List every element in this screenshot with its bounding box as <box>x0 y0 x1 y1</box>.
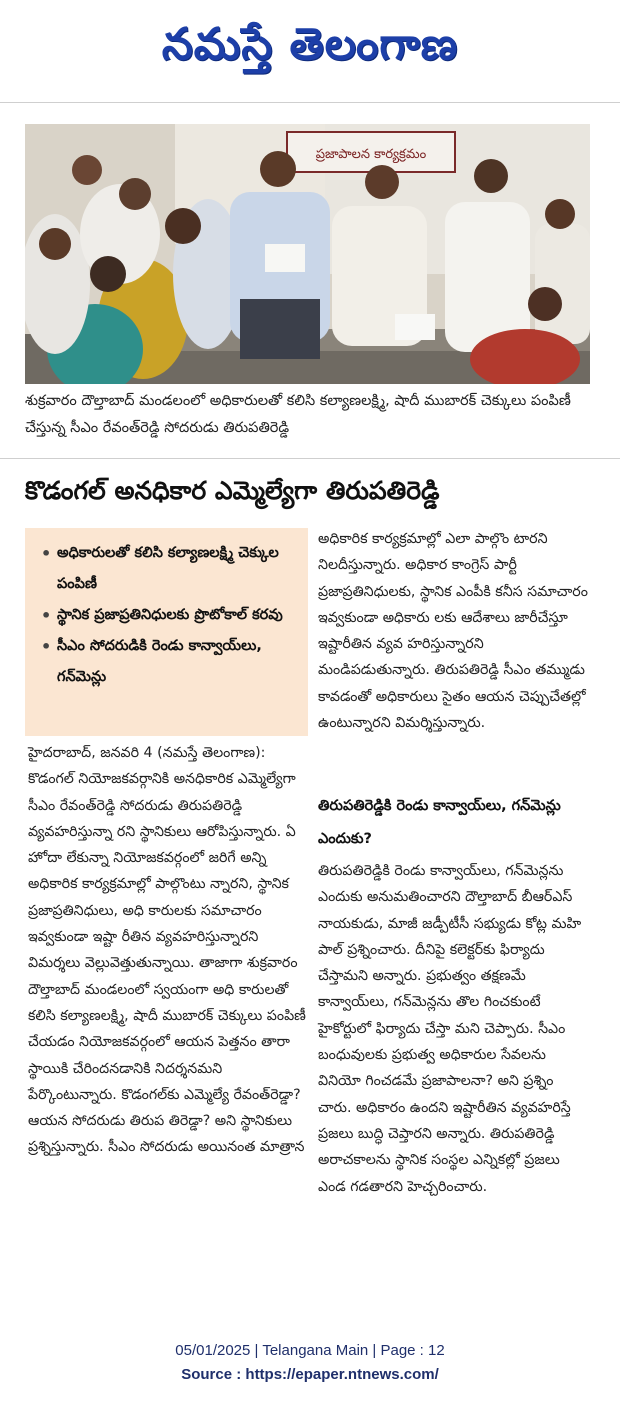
highlight-item <box>35 600 302 631</box>
masthead-divider <box>0 102 620 103</box>
news-photo <box>25 124 590 384</box>
article-body-right-column-top: అధికారిక కార్యక్రమాల్లో ఎలా పాల్గొం టారని నిలదీస్తున్నారు. అధికార కాంగ్రెస్ పార్టీ ప్రజాప్రతినిధులకు, స్థానిక ఎంపీకి కనీస సమాచారం ఇవ్వకుండా అధికారు లకు ఆదేశాలు జారీచేస్తూ ఇష్టారీతిన వ్యవ హరిస్తున్నారని మండిపడుతున్నారు. తిరుపతిరెడ్డి సీఎం తమ్ముడు కావడంతో అధికారులు సైతం ఆయన చెప్పుచేతల్లో ఉంటున్నారని విమర్శిస్తున్నారు. <box>318 531 588 732</box>
bullet-icon: • <box>41 544 52 563</box>
article-body-right-column-bottom: తిరుపతిరెడ్డికి రెండు కాన్వాయ్‌లు, గన్‌మెన్లను ఎందుకు అనుమతించారని దౌల్తాబాద్ బీఆర్‌ఎస్ నాయకుడు, మాజీ జడ్పీటీసీ సభ్యుడు కోట్ల మహి పాల్ ప్రశ్నించారు. దీనిపై కలెక్టర్‌కు ఫిర్యాదు చేస్తామని అన్నారు. ప్రభుత్వం తక్షణమే కాన్వాయ్‌లు, గన్‌మెన్లను తొల గించకుంటే హైకోర్టులో ఫిర్యాదు చేస్తా మని చెప్పారు. సీఎం బంధువులకు ప్రభుత్వ అధికారుల సేవలను వినియో గించడమే ప్రజాపాలనా? అని ప్రశ్నిం చారు. అధికారం ఉందని ఇష్టారీతిన వ్యవహరిస్తే ప్రజలు బుద్ధి చెప్తారని అన్నారు. తిరుపతిరెడ్డి అరాచకాలను స్థానిక సంస్థల ఎన్నికల్లో ప్రజలు ఎండ గడతారని హెచ్చరించారు. <box>318 863 582 1195</box>
bullet-icon: • <box>41 637 52 656</box>
photo-caption: శుక్రవారం దౌల్తాబాద్ మండలంలో అధికారులతో కలిసి కల్యాణలక్ష్మి, షాదీ ముబారక్ చెక్కులు పంపిణీ చేస్తున్న సీఎం రేవంత్‌రెడ్డి సోదరుడు తిరుపతిరెడ్డి <box>25 393 571 436</box>
masthead-title: నమస్తే తెలంగాణ <box>161 19 459 70</box>
footer-edition-info: 05/01/2025 | Telangana Main | Page : 12 <box>175 1342 445 1359</box>
highlight-text: స్థానిక ప్రజాప్రతినిధులకు ప్రొటోకాల్ కరవు <box>57 607 283 623</box>
highlight-text: సీఎం సోదరుడికి రెండు కాన్వాయ్‌లు, గన్‌మెన్లు <box>57 638 262 685</box>
footer-source-link[interactable]: Source : https://epaper.ntnews.com/ <box>181 1366 439 1383</box>
caption-divider <box>0 458 620 459</box>
highlight-text: అధికారులతో కలిసి కల్యాణలక్ష్మి చెక్కుల పంపిణీ <box>57 545 279 592</box>
article-headline: కొడంగల్ అనధికార ఎమ్మెల్యేగా తిరుపతిరెడ్డి <box>25 476 440 505</box>
highlight-item <box>35 538 302 600</box>
article-subheading: తిరుపతిరెడ్డికి రెండు కాన్వాయ్‌లు, గన్‌మెన్లు ఎందుకు? <box>318 798 561 847</box>
masthead <box>0 0 620 100</box>
highlight-item <box>35 631 302 693</box>
photo-banner-text: ప్రజాపాలన కార్యక్రమం <box>315 147 427 162</box>
bullet-icon: • <box>41 606 52 625</box>
article-body-left-column: హైదరాబాద్, జనవరి 4 (నమస్తే తెలంగాణ): కొడంగల్ నియోజకవర్గానికి అనధికారిక ఎమ్మెల్యేగా సీఎం రేవంత్‌రెడ్డి సోదరుడు తిరుపతిరెడ్డి వ్యవహరిస్తున్నా రని స్థానికులు ఆరోపిస్తున్నారు. ఏ హోదా లేకున్నా నియోజకవర్గంలో జరిగే అన్ని అధికారిక కార్యక్రమాల్లో పాల్గొంటు న్నారని, స్థానిక ప్రజాప్రతినిధులు, అధి కారులకు సమాచారం ఇవ్వకుండా ఇష్టా రీతిన వ్యవహరిస్తున్నారని విమర్శలు వెల్లువెత్తుతున్నాయి. తాజాగా శుక్రవారం దౌల్తాబాద్ మండలంలో స్వయంగా అధి కారులతో కలిసి కల్యాణలక్ష్మి, షాదీ ముబారక్ చెక్కులు పంపిణీ చేయడం నియోజకవర్గంలో ఆయన పెత్తనం తారా స్థాయికి చేరిందనడానికి నిదర్శనమని పేర్కొంటున్నారు. కొడంగల్‌కు ఎమ్మెల్యే రేవంత్‌రెడ్డా? ఆయన సోదరుడు తిరుప తిరెడ్డా? అని స్థానికులు ప్రశ్నిస్తున్నారు. సీఎం సోదరుడు అయినంత మాత్రాన <box>28 745 306 1156</box>
highlights-box <box>25 528 308 736</box>
